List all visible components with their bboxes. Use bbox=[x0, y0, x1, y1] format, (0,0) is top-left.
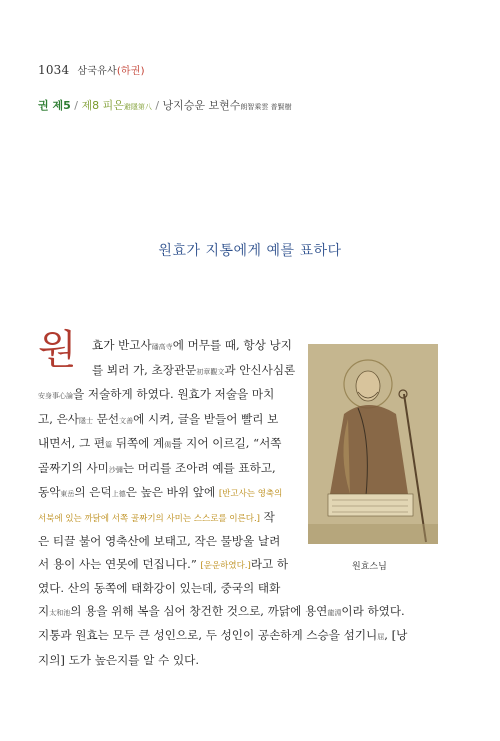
text-line: 지통과 원효는 모두 큰 성인으로, 두 성인이 공손하게 스승을 섬기니屈, [낭 bbox=[38, 628, 408, 642]
breadcrumb-separator: / bbox=[151, 99, 163, 112]
monk-portrait-painting bbox=[308, 344, 438, 544]
text-line: 安身事心論을 저술하게 하였다. 원효가 저술을 마치 bbox=[38, 387, 275, 401]
text-line: 동악東岳의 은덕上德은 높은 바위 앞에 [반고사는 영축의 bbox=[38, 485, 283, 499]
book-title bbox=[77, 66, 144, 77]
page-number: 1034 bbox=[38, 63, 70, 77]
text-line: 골짜기의 사미沙彌는 머리를 조아려 예를 표하고, bbox=[38, 460, 276, 475]
book-title-main: 삼국유사 bbox=[77, 66, 117, 77]
figure-caption: 원효스님 bbox=[352, 562, 387, 572]
chapter-section: 제8 피은 bbox=[81, 99, 124, 112]
text-line: 를 뵈러 가, 초장관문初章觀文과 안신사심론 bbox=[92, 362, 296, 377]
chapter-story: 낭지승운 보현수 bbox=[162, 99, 241, 112]
text-line: 효가 반고사磻高寺에 머무를 때, 항상 낭지 bbox=[92, 338, 292, 352]
chapter-story-hanja: 朗智乘雲 普賢樹 bbox=[240, 103, 292, 111]
text-line: 내면서, 그 편篇 뒤쪽에 계偈를 지어 이르길, “서쪽 bbox=[38, 436, 282, 450]
section-title: 원효가 지통에게 예를 표하다 bbox=[158, 243, 342, 259]
breadcrumb-separator: / bbox=[70, 99, 82, 112]
text-line: 은 티끌 불어 영축산에 보태고, 작은 물방울 날려 bbox=[38, 534, 281, 548]
drop-cap: 원 bbox=[38, 327, 77, 373]
text-line: 서 용이 사는 연못에 던집니다.” [운운하였다.]라고 하 bbox=[38, 556, 289, 571]
text-line: 서북에 있는 까닭에 서쪽 골짜기의 사미는 스스로를 이른다.] 작 bbox=[38, 509, 275, 524]
monk-portrait-figure bbox=[308, 344, 438, 544]
running-header bbox=[38, 62, 145, 77]
chapter-breadcrumb bbox=[38, 97, 292, 113]
book-title-accent: (하권) bbox=[116, 66, 145, 77]
text-line: 지太和池의 용을 위해 복을 심어 창건한 것으로, 까닭에 용연龍淵이라 하였다. bbox=[38, 603, 405, 618]
text-line: 지의] 도가 높은지를 알 수 있다. bbox=[38, 652, 200, 667]
text-line: 였다. 산의 동쪽에 태화강이 있는데, 중국의 태화 bbox=[38, 581, 281, 595]
chapter-volume: 권 제5 bbox=[38, 99, 71, 112]
chapter-section-hanja: 避隱第八 bbox=[123, 103, 152, 111]
text-line: 고, 은사隱士 문선文善에 시켜, 글을 받들어 빨리 보 bbox=[38, 411, 279, 426]
